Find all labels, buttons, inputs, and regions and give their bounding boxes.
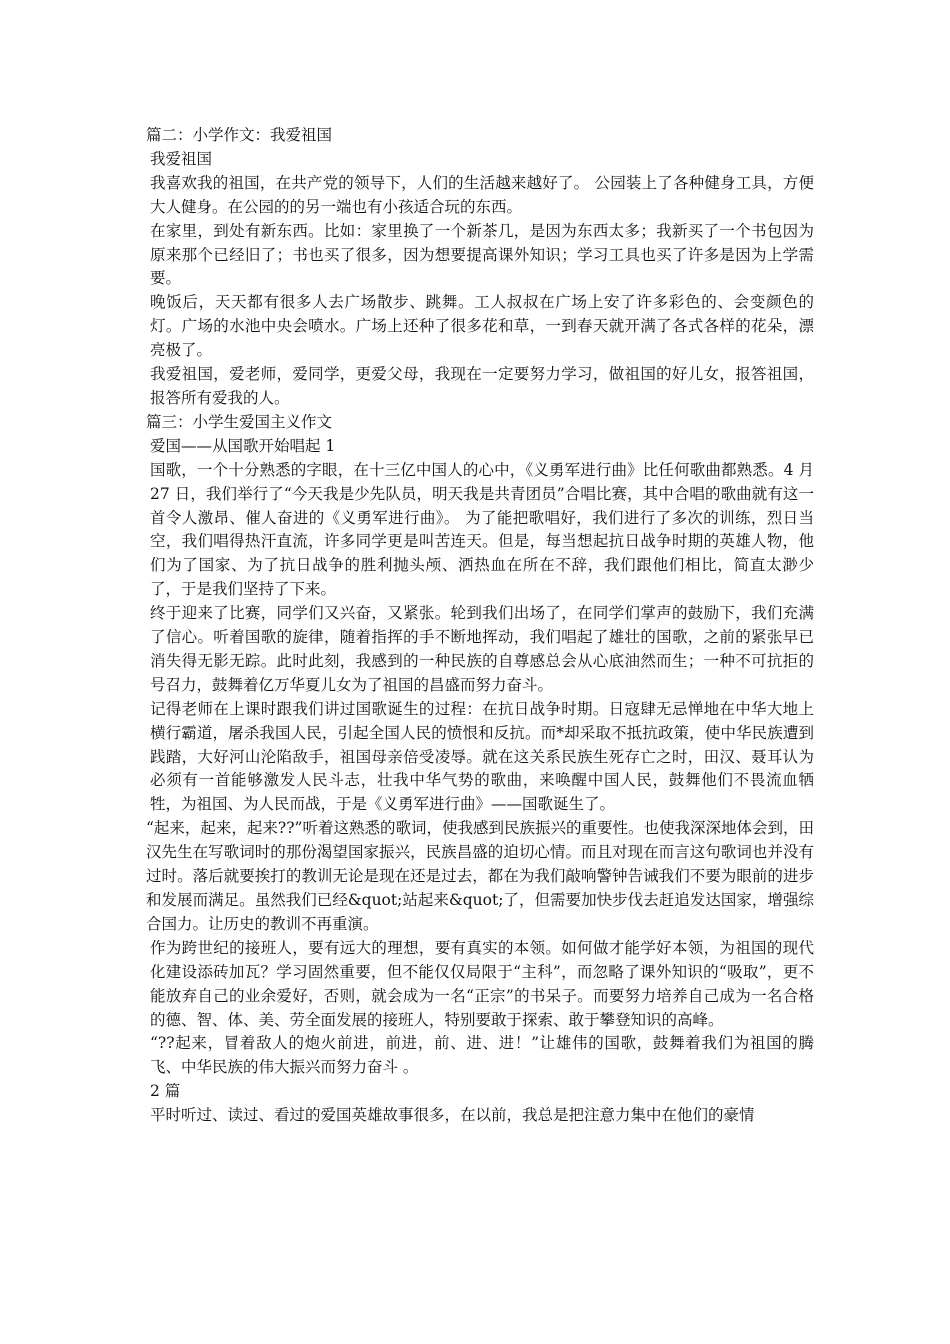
paragraph: “起来，起来，起来??”听着这熟悉的歌词，使我感到民族振兴的重要性。也使我深深地体会到，田汉先生在写歌词时的那份渴望国家振兴，民族昌盛的迫切心情。而且对现在而言这句歌词也并没有过时。落后就要挨打的教训无论是现在还是过去，都在为我们敲响警钟告诫我们不要为眼前的进步和发展而满足。虽然我们已经&quot;站起来&quot;了，但需要加快步伐去赶追发达国家，增强综合国力。让历史的教训不再重演。 bbox=[146, 819, 814, 933]
essay-title: 我爱祖国 bbox=[150, 149, 213, 168]
paragraph: 国歌，一个十分熟悉的字眼，在十三亿中国人的心中，《义勇军进行曲》比任何歌曲都熟悉。4 月 27 日，我们举行了“今天我是少先队员，明天我是共青团员”合唱比赛，其中合唱的歌曲就有这一首令人激昂、催人奋进的《义勇军进行曲》。 为了能把歌唱好，我们进行了多次的训练，烈日当空，我们唱得热汗直流，许多同学更是叫苦连天。但是，每当想起抗日战争时期的英雄人物，他们为了国家、为了抗日战争的胜利抛头颅、洒热血在所在不辞，我们跟他们相比，简直太渺少了，于是我们坚持了下来。 bbox=[150, 460, 814, 599]
section-title-2: 篇二：小学作文：我爱祖国 bbox=[146, 126, 333, 144]
document-body bbox=[146, 124, 814, 1128]
paragraph: 我爱祖国，爱老师，爱同学，更爱父母，我现在一定要努力学习，做祖国的好儿女，报答祖国，报答所有爱我的人。 bbox=[150, 365, 814, 407]
section-marker: 2 篇 bbox=[150, 1082, 181, 1101]
paragraph: “??起来，冒着敌人的炮火前进，前进，前、进、进！”让雄伟的国歌，鼓舞着我们为祖国的腾飞、中华民族的伟大振兴而努力奋斗 。 bbox=[150, 1034, 814, 1077]
paragraph: 晚饭后，天天都有很多人去广场散步、跳舞。工人叔叔在广场上安了许多彩色的、会变颜色的灯。广场的水池中央会喷水。广场上还种了很多花和草，一到春天就开满了各式各样的花朵，漂亮极了。 bbox=[150, 293, 814, 360]
paragraph: 作为跨世纪的接班人，要有远大的理想，要有真实的本领。如何做才能学好本领，为祖国的现代化建设添砖加瓦？学习固然重要，但不能仅仅局限于“主科”，而忽略了课外知识的“吸取”，更不能放弃自己的业余爱好，否则，就会成为一名“正宗”的书呆子。而要努力培养自己成为一名合格的德、智、体、美、劳全面发展的接班人，特别要敢于探索、敢于攀登知识的高峰。 bbox=[150, 938, 814, 1029]
paragraph: 我喜欢我的祖国，在共产党的领导下，人们的生活越来越好了。 公园装上了各种健身工具，方便大人健身。在公园的的另一端也有小孩适合玩的东西。 bbox=[150, 173, 814, 216]
essay-title: 爱国——从国歌开始唱起 1 bbox=[150, 436, 336, 455]
paragraph: 在家里，到处有新东西。比如：家里换了一个新茶几，是因为东西太多；我新买了一个书包因为原来那个已经旧了；书也买了很多，因为想要提高课外知识；学习工具也买了许多是因为上学需要。 bbox=[150, 221, 814, 288]
paragraph: 终于迎来了比赛，同学们又兴奋，又紧张。轮到我们出场了，在同学们掌声的鼓励下，我们充满了信心。听着国歌的旋律，随着指挥的手不断地挥动，我们唱起了雄壮的国歌，之前的紧张早已消失得无影无踪。此时此刻，我感到的一种民族的自尊感总会从心底油然而生；一种不可抗拒的号召力，鼓舞着亿万华夏儿女为了祖国的昌盛而努力奋斗。 bbox=[150, 604, 814, 694]
paragraph: 平时听过、读过、看过的爱国英雄故事很多，在以前，我总是把注意力集中在他们的豪情 bbox=[150, 1106, 755, 1125]
section-title-3: 篇三：小学生爱国主义作文 bbox=[146, 412, 333, 431]
paragraph: 记得老师在上课时跟我们讲过国歌诞生的过程：在抗日战争时期。日寇肆无忌惮地在中华大地上横行霸道，屠杀我国人民，引起全国人民的愤恨和反抗。而*却采取不抵抗政策，使中华民族遭到践踏，大好河山沦陷敌手，祖国母亲倍受凌辱。就在这关系民族生死存亡之时，田汉、聂耳认为必须有一首能够激发人民斗志，壮我中华气势的歌曲，来唤醒中国人民，鼓舞他们不畏流血牺牲，为祖国、为人民而战，于是《义勇军进行曲》——国歌诞生了。 bbox=[150, 699, 814, 814]
